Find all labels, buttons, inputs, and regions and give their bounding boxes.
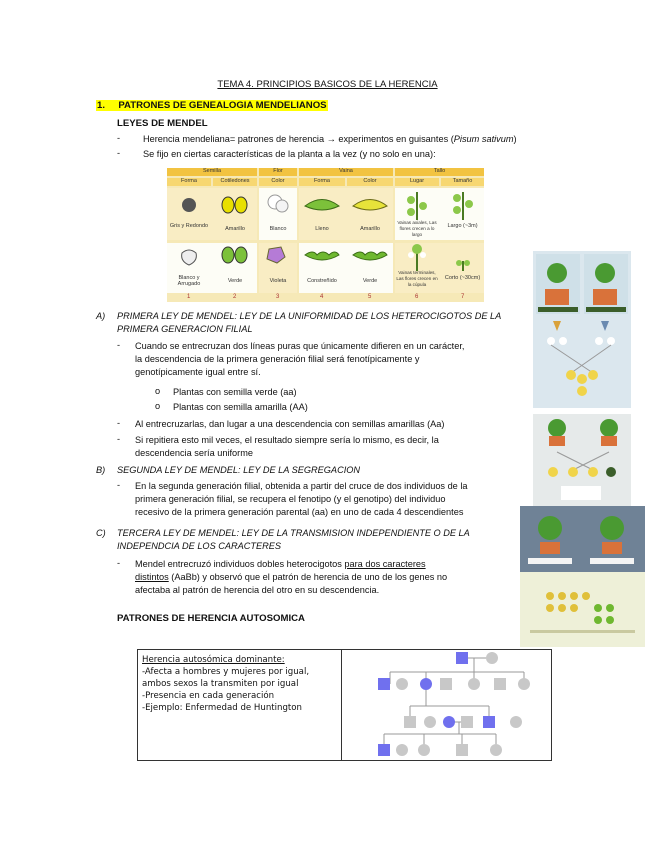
law-c-title: TERCERA LEY DE MENDEL: LEY DE LA TRANSMISION INDEPENDIENTE O DE LA INDEPENDCIA DE LOS CARACTERES [117, 528, 470, 552]
law-c-bullet-1: Mendel entrecruzó individuos dobles heterocigotos para dos caracteres distintos (AaBb) y observó que el patrón de herencia de uno de los genes no afectaba al patrón de herencia del otro en su descendencia. [135, 559, 448, 596]
law-a-bullet-1: Cuando se entrecruzan dos líneas puras que únicamente difieren en un carácter, la descendencia de la primera generación filial será fenotípicamente y genotípicamente igual entre sí. [135, 341, 465, 378]
law-b-letter: B) [96, 465, 106, 475]
col-num-3: 3 [276, 294, 280, 300]
law-b-title: SEGUNDA LEY DE MENDEL: LEY DE LA SEGREGACION [117, 465, 361, 475]
section-title: PATRONES DE GENEALOGIA MENDELIANOS [118, 100, 327, 111]
group-semilla: Semilla [167, 168, 257, 176]
pedigree-affected-male [378, 744, 390, 756]
col-num-7: 7 [461, 294, 465, 300]
law-a-sub-1: Plantas con semilla verde (aa) [173, 387, 297, 397]
group-tallo: Tallo [395, 168, 484, 176]
pedigree-affected-male [378, 678, 390, 690]
val-cot-2: Verde [227, 278, 243, 284]
pedigree-unaffected-male [440, 678, 452, 690]
law-c-heading [96, 527, 526, 553]
sub-bullet: o [155, 401, 161, 411]
group-flor: Flor [259, 168, 297, 176]
autosomal-title: Herencia autosómica dominante: [142, 655, 285, 665]
col-forma-vaina: Forma [299, 178, 345, 186]
mendel-traits-table [167, 168, 484, 302]
box-divider [341, 650, 342, 760]
val-vaina-color-2: Verde [362, 278, 378, 284]
val-lugar-2: Vainas terminales, Las flores crecen en la cúpula [396, 270, 438, 287]
section-heading-1 [96, 100, 328, 111]
val-cot-1: Amarillo [225, 226, 245, 232]
first-law-cross-diagram [533, 251, 631, 408]
val-vaina-forma-2: Constreñido [307, 278, 337, 284]
col-tamano: Tamaño [441, 178, 484, 186]
val-tamano-2: Corto (~30cm) [444, 275, 481, 281]
val-lugar-1: Vainas axiales, Las flores crecen a lo largo [397, 220, 437, 237]
pedigree-unaffected-female [486, 652, 498, 664]
col-forma: Forma [167, 178, 211, 186]
law-a-bullet-3: Si repitiera esto mil veces, el resultado siempre sería lo mismo, es decir, la descendencia sería uniforme [135, 435, 439, 459]
val-forma-1: Gris y Redondo [169, 223, 209, 229]
col-cotiledones: Cotiledones [213, 178, 257, 186]
col-num-2: 2 [233, 294, 237, 300]
group-vaina: Vaina [299, 168, 393, 176]
autosomal-description: Herencia autosómica dominante: -Afecta a hombres y mujeres por igual, ambos sexos la transmiten por igual -Presencia en cada generación -Ejemplo: Enfermedad de Huntington [142, 655, 310, 713]
law-b-heading [96, 464, 526, 477]
val-vaina-forma-1: Lleno [315, 226, 329, 232]
bullet-dash: - [117, 480, 121, 490]
third-law-cross-diagram [520, 506, 645, 647]
law-b-bullet-1: En la segunda generación filial, obtenida a partir del cruce de dos individuos de la primera generación filial, se recupera el fenotipo (y el genotipo) del individuo recesivo de la primera generación parental (aa) en uno de cada 4 descendientes [135, 481, 468, 518]
bullet-dash: - [117, 133, 121, 143]
val-flor-2: Violeta [269, 278, 287, 284]
pedigree-unaffected-female [396, 744, 408, 756]
subheading-leyes: LEYES DE MENDEL [117, 118, 208, 129]
pedigree-unaffected-female [518, 678, 530, 690]
pedigree-unaffected-male [404, 716, 416, 728]
pedigree-unaffected-female [468, 678, 480, 690]
pedigree-unaffected-male [456, 744, 468, 756]
law-a-bullet-2: Al entrecruzarlas, dan lugar a una descendencia con semillas amarillas (Aa) [135, 419, 445, 429]
law-a-title: PRIMERA LEY DE MENDEL: LEY DE LA UNIFORMIDAD DE LOS HETEROCIGOTOS DE LA PRIMERA GENERACION FILIAL [117, 311, 502, 335]
col-num-6: 6 [415, 294, 419, 300]
pedigree-affected-male [483, 716, 495, 728]
pedigree-unaffected-female [510, 716, 522, 728]
val-forma-2: Blanco y Arrugado [177, 275, 201, 287]
page-title: TEMA 4. PRINCIPIOS BASICOS DE LA HERENCIA [217, 79, 438, 90]
second-law-illustration [533, 414, 631, 506]
pedigree-unaffected-male [461, 716, 473, 728]
sub-bullet: o [155, 386, 161, 396]
bullet-caracteristicas: Se fijo en ciertas características de la planta a la vez (y no solo en una): [143, 149, 436, 159]
law-a-heading [96, 310, 526, 336]
second-law-cross-diagram [533, 414, 631, 506]
bullet-dash: - [117, 434, 121, 444]
pedigree-unaffected-female [418, 744, 430, 756]
col-lugar: Lugar [395, 178, 439, 186]
law-a-sub-2: Plantas con semilla amarilla (AA) [173, 402, 308, 412]
pedigree-unaffected-female [424, 716, 436, 728]
bullet-dash: - [117, 558, 121, 568]
pedigree-unaffected-female [396, 678, 408, 690]
pedigree-affected-female [443, 716, 455, 728]
section-number: 1. [97, 100, 106, 111]
bullet-herencia: Herencia mendeliana= patrones de herencia → experimentos en guisantes (Pisum sativum) [143, 134, 517, 144]
pedigree-affected-male [456, 652, 468, 664]
third-law-illustration [520, 506, 645, 647]
first-law-illustration [533, 251, 631, 408]
bullet-dash: - [117, 340, 121, 350]
autosomal-dominant-box [137, 649, 552, 761]
pedigree-affected-female [420, 678, 432, 690]
col-num-5: 5 [368, 294, 372, 300]
col-num-1: 1 [187, 294, 191, 300]
law-a-letter: A) [96, 311, 106, 321]
pedigree-unaffected-male [494, 678, 506, 690]
section-heading-autosomica: PATRONES DE HERENCIA AUTOSOMICA [117, 613, 305, 624]
val-tamano-1: Largo (~3m) [447, 223, 478, 229]
gray-round-seed-icon [182, 198, 196, 212]
col-color-vaina: Color [347, 178, 393, 186]
law-c-letter: C) [96, 528, 106, 538]
bullet-dash: - [117, 418, 121, 428]
pedigree-chart [344, 650, 549, 760]
col-num-4: 4 [320, 294, 324, 300]
val-flor-1: Blanco [269, 226, 287, 232]
val-vaina-color-1: Amarillo [360, 226, 380, 232]
bullet-dash: - [117, 148, 121, 158]
col-color-flor: Color [259, 178, 297, 186]
pedigree-unaffected-female [490, 744, 502, 756]
